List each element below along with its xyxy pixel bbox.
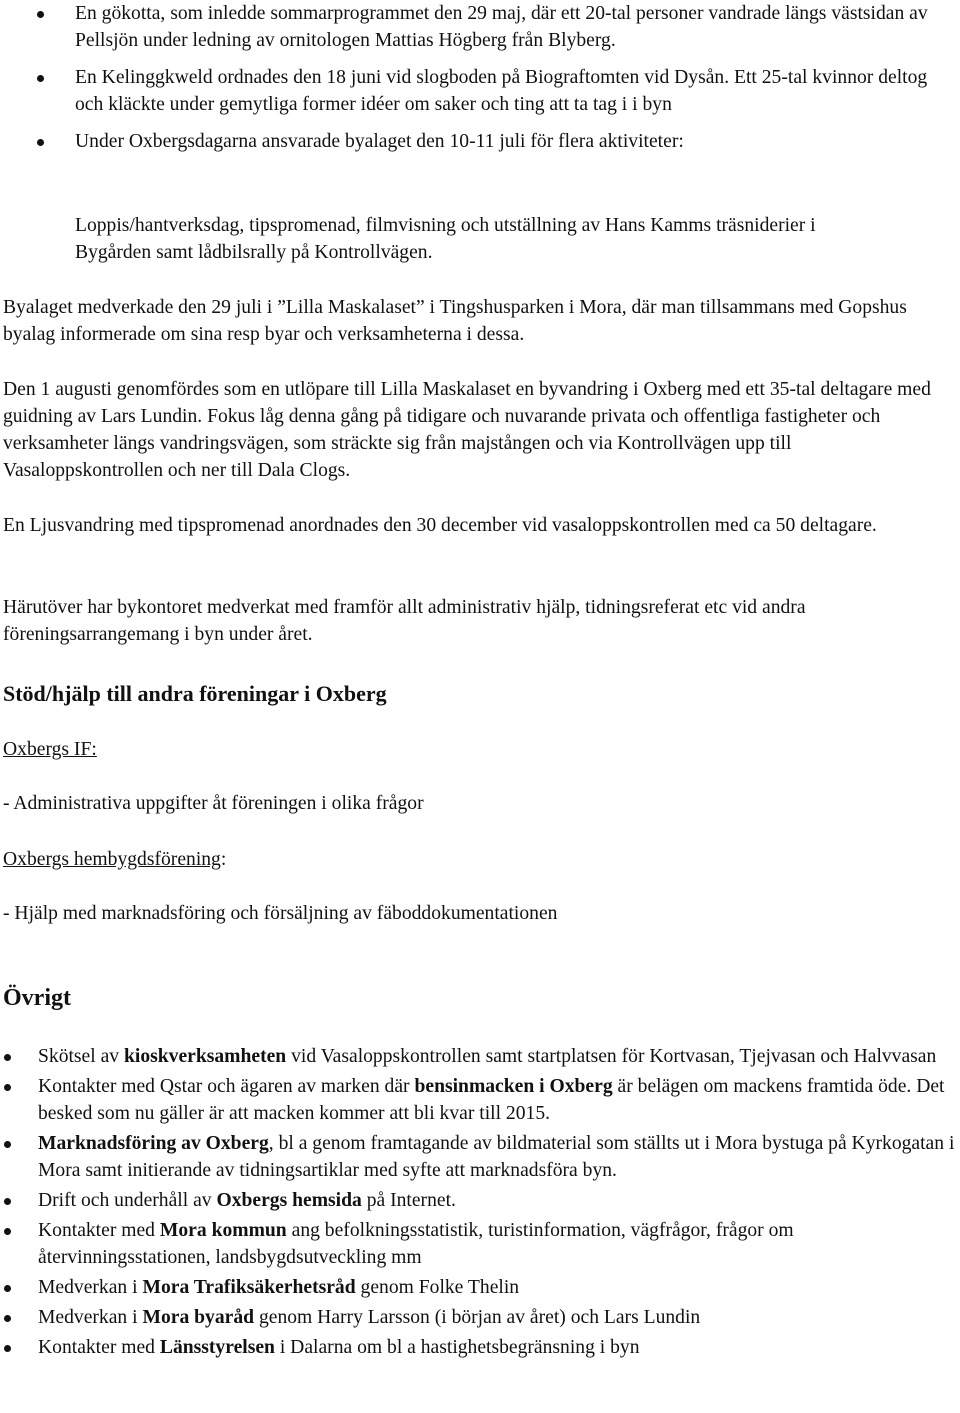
paragraph-bykontoret: Härutöver har bykontoret medverkat med framför allt administrativ hjälp, tidningsreferat etc vid andra föreningsarrangemang i byn under året. bbox=[3, 597, 806, 645]
list-item bbox=[0, 1073, 960, 1127]
item-bold: kioskverksamheten bbox=[124, 1046, 287, 1067]
paragraph-maskalaset: Byalaget medverkade den 29 juli i ”Lilla Maskalaset” i Tingshusparken i Mora, där man tillsammans med Gopshus byalag informerade om sina resp byar och verksamheterna i dessa. bbox=[3, 297, 907, 345]
hembygd-colon: : bbox=[220, 849, 227, 870]
bullet-icon bbox=[4, 1141, 11, 1148]
bullet-icon bbox=[4, 1285, 11, 1292]
subheading-oxbergs-if: Oxbergs IF: bbox=[3, 739, 97, 760]
item-pre: Kontakter med bbox=[38, 1337, 160, 1358]
list-item-text: En gökotta, som inledde sommarprogrammet den 29 maj, där ett 20-tal personer vandrade längs västsidan av Pellsjön under ledning av ornitologen Mattias Högberg från Blyberg. bbox=[75, 3, 928, 51]
paragraph-byvandring: Den 1 augusti genomfördes som en utlöpare till Lilla Maskalaset en byvandring i Oxberg med ett 35-tal deltagare med guidning av Lars Lundin. Fokus låg denna gång på tidigare och nuvarande privata och offentliga fastigheter och verksamheter längs vandringsvägen, som sträckte sig från majstången och via Kontrollvägen upp till Vasaloppskontrollen och ner till Dala Clogs. bbox=[3, 379, 931, 481]
list-item bbox=[0, 1130, 960, 1184]
item-bold: Mora kommun bbox=[159, 1220, 287, 1241]
item-pre: Medverkan i bbox=[38, 1277, 143, 1298]
item-post: ang befolkningsstatistik, turistinformation, vägfrågor, frågor om återvinningsstationen, landsbygdsutveckling mm bbox=[38, 1220, 794, 1268]
item-bold: Länsstyrelsen bbox=[159, 1337, 275, 1358]
item-pre: Kontakter med bbox=[38, 1220, 160, 1241]
item-pre: Skötsel av bbox=[38, 1046, 124, 1067]
list-item bbox=[0, 1304, 960, 1331]
bullet-icon bbox=[4, 1084, 11, 1091]
list-item-text: Under Oxbergsdagarna ansvarade byalaget den 10-11 juli för flera aktiviteter: bbox=[75, 131, 684, 152]
list-item bbox=[0, 0, 960, 54]
item-post: genom Harry Larsson (i början av året) och Lars Lundin bbox=[254, 1307, 701, 1328]
bullet-icon bbox=[4, 1315, 11, 1322]
if-task: - Administrativa uppgifter åt föreningen i olika frågor bbox=[3, 793, 424, 814]
heading-support: Stöd/hjälp till andra föreningar i Oxberg bbox=[3, 681, 387, 706]
list-item bbox=[0, 1043, 960, 1070]
paragraph-ljusvandring: En Ljusvandring med tipspromenad anordnades den 30 december vid vasaloppskontrollen med ca 50 deltagare. bbox=[3, 515, 877, 536]
list-item bbox=[0, 128, 960, 155]
item-bold: bensinmacken i Oxberg bbox=[414, 1076, 613, 1097]
bullet-icon bbox=[37, 75, 44, 82]
bullet-icon bbox=[4, 1198, 11, 1205]
item-bold: Mora Trafiksäkerhetsråd bbox=[142, 1277, 356, 1298]
hembygd-task: - Hjälp med marknadsföring och försäljning av fäboddokumentationen bbox=[3, 903, 558, 924]
item-pre: Drift och underhåll av bbox=[38, 1190, 217, 1211]
item-post: är belägen om mackens framtida öde. Det besked som nu gäller är att macken kommer att bli kvar till 2015. bbox=[38, 1076, 945, 1124]
item-pre: Kontakter med Qstar och ägaren av marken där bbox=[38, 1076, 415, 1097]
bullet-icon bbox=[37, 11, 44, 18]
item-post: på Internet. bbox=[361, 1190, 456, 1211]
bullet-icon bbox=[37, 139, 44, 146]
other-list bbox=[0, 1043, 960, 1361]
subheading-hembygdsforening bbox=[3, 846, 226, 873]
item-bold: Oxbergs hemsida bbox=[216, 1190, 362, 1211]
heading-ovrigt: Övrigt bbox=[3, 985, 71, 1011]
bullet-icon bbox=[4, 1228, 11, 1235]
item-post: genom Folke Thelin bbox=[355, 1277, 520, 1298]
list-item bbox=[0, 1334, 960, 1361]
item-post: i Dalarna om bl a hastighetsbegränsning i byn bbox=[274, 1337, 640, 1358]
item-post: vid Vasaloppskontrollen samt startplatsen för Kortvasan, Tjejvasan och Halvvasan bbox=[286, 1046, 937, 1067]
list-item bbox=[0, 64, 960, 118]
activities-list bbox=[0, 0, 960, 155]
item-bold: Marknadsföring av Oxberg bbox=[38, 1133, 269, 1154]
item-pre: Medverkan i bbox=[38, 1307, 143, 1328]
activities-detail: Loppis/hantverksdag, tipspromenad, filmvisning och utställning av Hans Kamms träsniderier i Bygården samt lådbilsrally på Kontrollvägen. bbox=[75, 215, 816, 263]
hembygd-title: Oxbergs hembygdsförening bbox=[3, 849, 221, 870]
item-bold: Mora byaråd bbox=[142, 1307, 255, 1328]
list-item bbox=[0, 1217, 960, 1271]
list-item-text: En Kelinggkweld ordnades den 18 juni vid slogboden på Biograftomten vid Dysån. Ett 25-tal kvinnor deltog och kläckte under gemytliga former idéer om saker och ting att ta tag i i byn bbox=[75, 67, 928, 115]
list-item bbox=[0, 1274, 960, 1301]
list-item bbox=[0, 1187, 960, 1214]
bullet-icon bbox=[4, 1345, 11, 1352]
bullet-icon bbox=[4, 1054, 11, 1061]
item-post: , bl a genom framtagande av bildmaterial som ställts ut i Mora bystuga på Kyrkogatan i Mora samt initierande av tidningsartiklar med syfte att marknadsföra byn. bbox=[38, 1133, 955, 1181]
